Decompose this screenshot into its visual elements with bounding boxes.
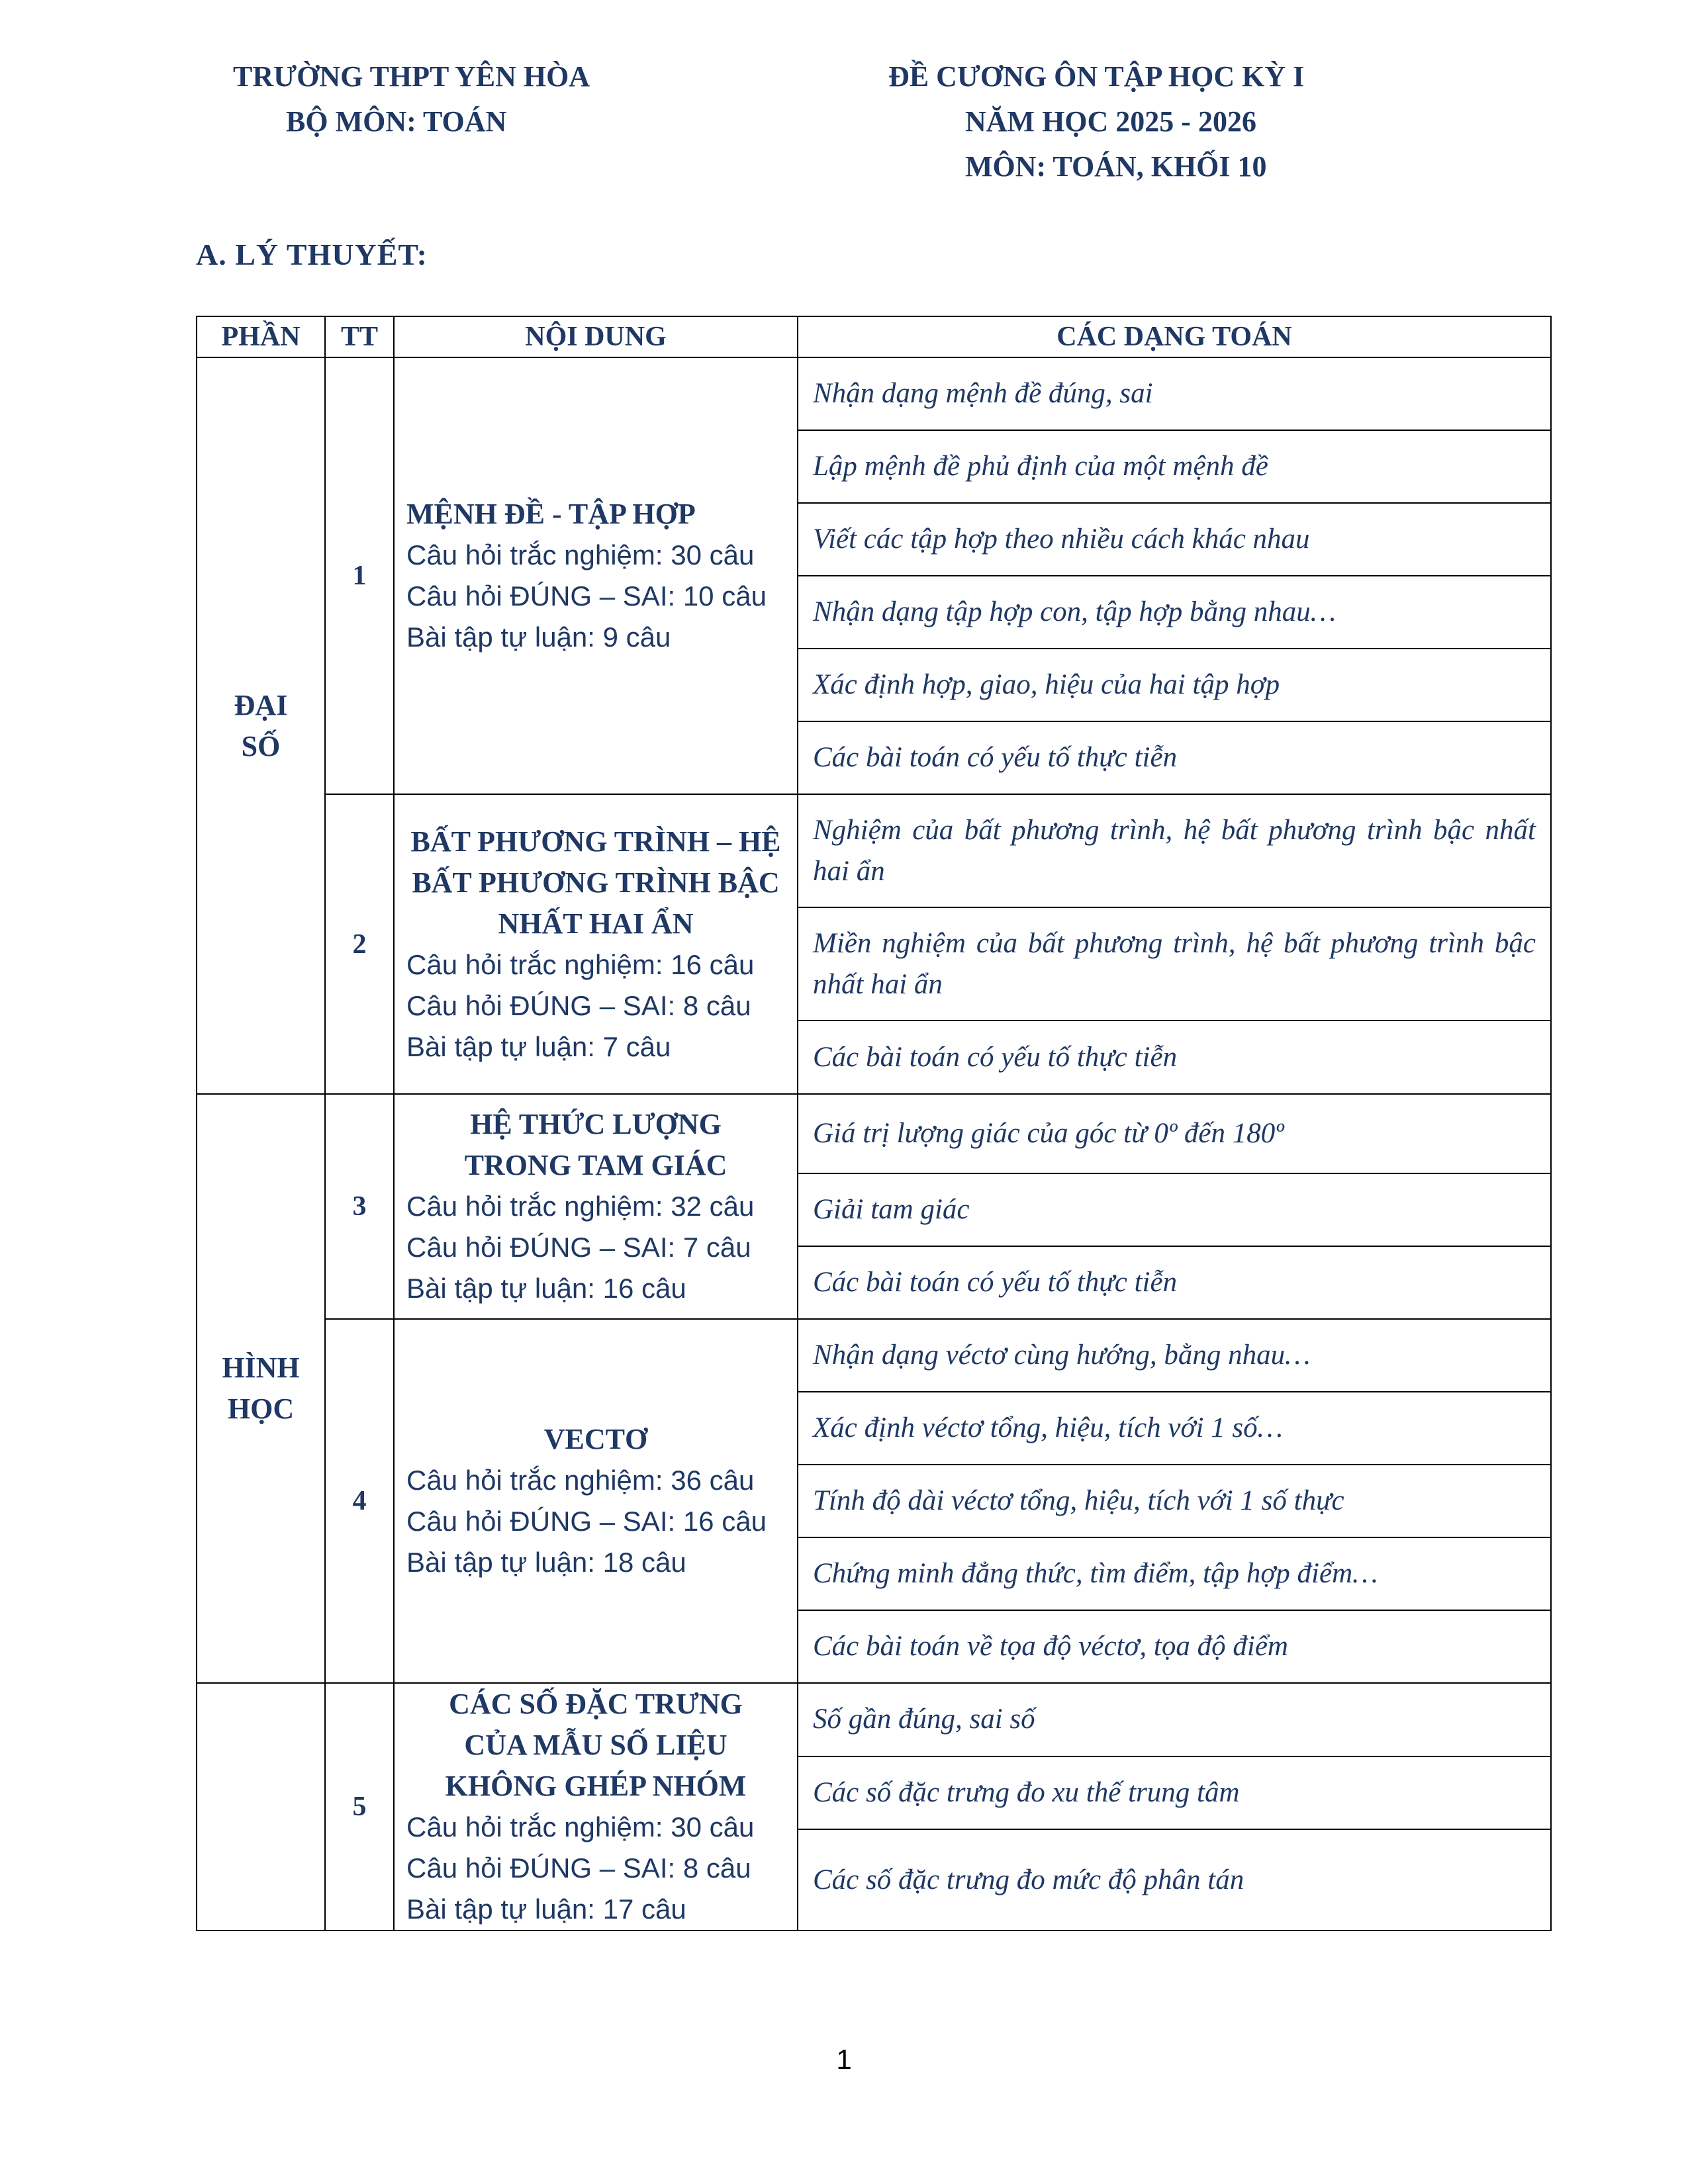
subject-grade: MÔN: TOÁN, KHỐI 10 [965,150,1267,183]
section-a-heading: A. LÝ THUYẾT: [196,238,428,271]
col-header-types: CÁC DẠNG TOÁN [798,316,1551,357]
problem-type: Tính độ dài véctơ tổng, hiệu, tích với 1 số thực [798,1465,1551,1537]
part-cell-geometry [197,1094,325,1683]
document-title: ĐỀ CƯƠNG ÔN TẬP HỌC KỲ I [888,60,1305,93]
school-year: NĂM HỌC 2025 - 2026 [965,105,1256,138]
table-row [197,1319,1551,1392]
content-cell [394,794,798,1094]
topic-line: Câu hỏi trắc nghiệm: 30 câu [406,1811,755,1843]
topic-line: Bài tập tự luận: 18 câu [406,1547,686,1578]
topic-line: Câu hỏi trắc nghiệm: 16 câu [406,948,755,980]
topic-title: MỆNH ĐỀ - TẬP HỢP [406,498,696,530]
problem-type: Xác định véctơ tổng, hiệu, tích với 1 số… [798,1392,1551,1465]
col-header-part: PHẦN [197,316,325,357]
problem-type: Các số đặc trưng đo mức độ phân tán [798,1829,1551,1931]
table-row [197,794,1551,907]
tt-cell: 3 [325,1094,394,1319]
table-header-row [197,316,1551,357]
syllabus-table [196,316,1552,1931]
problem-type: Nhận dạng véctơ cùng hướng, bằng nhau… [798,1319,1551,1392]
topic-line: Câu hỏi ĐÚNG – SAI: 7 câu [406,1232,751,1263]
page-number: 1 [836,2044,852,2075]
topic-line: Bài tập tự luận: 7 câu [406,1030,671,1062]
topic-line: Câu hỏi trắc nghiệm: 32 câu [406,1191,755,1222]
problem-type: Các số đặc trưng đo xu thế trung tâm [798,1756,1551,1830]
department: BỘ MÔN: TOÁN [286,105,507,138]
topic-line: Câu hỏi ĐÚNG – SAI: 16 câu [406,1506,767,1537]
problem-type: Miền nghiệm của bất phương trình, hệ bất phương trình bậc nhất hai ẩn [798,907,1551,1021]
content-cell [394,357,798,794]
problem-type: Các bài toán có yếu tố thực tiễn [798,1246,1551,1319]
part-cell-statistics [197,1683,325,1931]
content-cell [394,1683,798,1931]
tt-cell: 2 [325,794,394,1094]
topic-line: Câu hỏi ĐÚNG – SAI: 10 câu [406,580,767,612]
problem-type: Lập mệnh đề phủ định của một mệnh đề [798,430,1551,503]
part-label: HÌNH HỌC [222,1351,300,1425]
topic-line: Câu hỏi ĐÚNG – SAI: 8 câu [406,989,751,1021]
part-cell-algebra [197,357,325,1094]
problem-type: Các bài toán về tọa độ véctơ, tọa độ điểm [798,1610,1551,1683]
part-label: ĐẠI SỐ [234,688,288,762]
topic-line: Câu hỏi trắc nghiệm: 30 câu [406,539,755,570]
problem-type: Nghiệm của bất phương trình, hệ bất phương trình bậc nhất hai ẩn [798,794,1551,907]
topic-title: HỆ THỨC LƯỢNG TRONG TAM GIÁC [464,1108,727,1181]
table-row [197,1683,1551,1756]
topic-line: Bài tập tự luận: 17 câu [406,1893,686,1925]
school-name: TRƯỜNG THPT YÊN HÒA [233,60,590,93]
table-row [197,1094,1551,1173]
problem-type: Xác định hợp, giao, hiệu của hai tập hợp [798,649,1551,721]
content-cell [394,1319,798,1683]
tt-cell: 4 [325,1319,394,1683]
table-row [197,357,1551,430]
col-header-tt: TT [325,316,394,357]
topic-line: Câu hỏi trắc nghiệm: 36 câu [406,1465,755,1496]
problem-type: Nhận dạng mệnh đề đúng, sai [798,357,1551,430]
problem-type: Giá trị lượng giác của góc từ 0º đến 180º [798,1094,1551,1173]
tt-cell: 5 [325,1683,394,1931]
problem-type: Số gần đúng, sai số [798,1683,1551,1756]
topic-title: VECTƠ [543,1423,648,1455]
topic-title: CÁC SỐ ĐẶC TRƯNG CỦA MẪU SỐ LIỆU KHÔNG GHÉP NHÓM [445,1688,747,1802]
problem-type: Các bài toán có yếu tố thực tiễn [798,1021,1551,1094]
topic-line: Câu hỏi ĐÚNG – SAI: 8 câu [406,1852,751,1884]
content-cell [394,1094,798,1319]
problem-type: Chứng minh đẳng thức, tìm điểm, tập hợp điểm… [798,1537,1551,1610]
topic-title: BẤT PHƯƠNG TRÌNH – HỆ BẤT PHƯƠNG TRÌNH BẬC NHẤT HAI ẨN [410,825,781,940]
problem-type: Giải tam giác [798,1173,1551,1246]
problem-type: Nhận dạng tập hợp con, tập hợp bằng nhau… [798,576,1551,649]
problem-type: Viết các tập hợp theo nhiều cách khác nhau [798,503,1551,576]
problem-type: Các bài toán có yếu tố thực tiễn [798,721,1551,794]
tt-cell: 1 [325,357,394,794]
col-header-content: NỘI DUNG [394,316,798,357]
topic-line: Bài tập tự luận: 16 câu [406,1273,686,1304]
topic-line: Bài tập tự luận: 9 câu [406,621,671,653]
